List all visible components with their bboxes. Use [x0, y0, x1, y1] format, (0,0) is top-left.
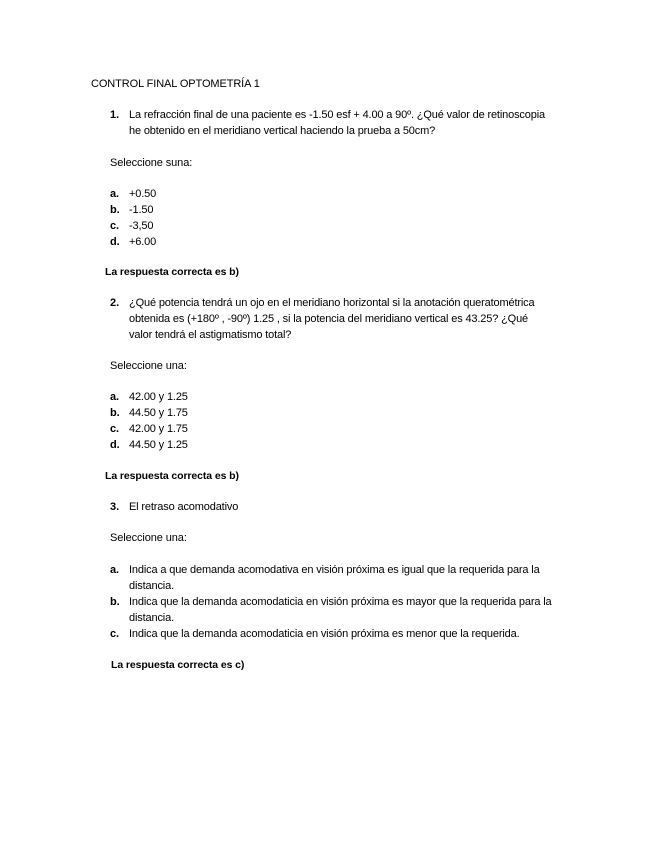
option-text: Indica que la demanda acomodaticia en visión próxima es mayor que la requerida para la distancia. — [129, 596, 552, 624]
option-c[interactable] — [110, 626, 570, 642]
option-text: 44.50 y 1.75 — [129, 407, 188, 419]
option-letter: c. — [110, 220, 119, 232]
question-1 — [110, 107, 580, 139]
option-c[interactable] — [110, 421, 580, 437]
options-list — [110, 389, 580, 453]
correct-answer: La respuesta correcta es b) — [105, 470, 239, 482]
option-a[interactable] — [110, 562, 570, 594]
option-b[interactable] — [110, 405, 580, 421]
option-letter: d. — [110, 236, 120, 248]
correct-answer: La respuesta correcta es b) — [105, 266, 239, 278]
option-text: Indica a que demanda acomodativa en visión próxima es igual que la requerida para la distancia. — [129, 564, 540, 592]
option-letter: b. — [110, 407, 120, 419]
question-3 — [110, 499, 580, 515]
option-letter: c. — [110, 628, 119, 640]
question-2 — [110, 295, 580, 343]
option-b[interactable] — [110, 202, 580, 218]
option-text: Indica que la demanda acomodaticia en visión próxima es menor que la requerida. — [129, 628, 520, 640]
question-number: 3. — [110, 501, 120, 513]
option-letter: a. — [110, 391, 119, 403]
option-d[interactable] — [110, 234, 580, 250]
question-text: El retraso acomodativo — [129, 501, 239, 513]
option-text: +6.00 — [129, 236, 157, 248]
option-b[interactable] — [110, 594, 570, 626]
select-prompt: Seleccione una: — [110, 532, 187, 544]
option-a[interactable] — [110, 389, 580, 405]
question-number: 1. — [110, 109, 120, 121]
option-text: -3,50 — [129, 220, 154, 232]
option-letter: b. — [110, 596, 120, 608]
option-text: 42.00 y 1.25 — [129, 391, 188, 403]
option-letter: a. — [110, 188, 119, 200]
option-d[interactable] — [110, 437, 580, 453]
option-text: 44.50 y 1.25 — [129, 439, 188, 451]
correct-answer: La respuesta correcta es c) — [111, 659, 245, 671]
option-c[interactable] — [110, 218, 580, 234]
options-list — [110, 186, 580, 250]
option-letter: c. — [110, 423, 119, 435]
option-a[interactable] — [110, 186, 580, 202]
question-text: La refracción final de una paciente es -1.50 esf + 4.00 a 90º. ¿Qué valor de retinoscopia he obtenido en el meridiano vertical haciendo la prueba a 50cm? — [129, 109, 545, 137]
option-letter: d. — [110, 439, 120, 451]
option-text: 42.00 y 1.75 — [129, 423, 188, 435]
select-prompt: Seleccione suna: — [110, 157, 193, 169]
option-letter: b. — [110, 204, 120, 216]
question-text: ¿Qué potencia tendrá un ojo en el meridiano horizontal si la anotación queratométrica obtenida es (+180º , -90º) 1.25 , si la potencia del meridiano vertical es 43.25? ¿Qué valor tendrá el astigmatismo total? — [129, 297, 535, 341]
select-prompt: Seleccione una: — [110, 360, 187, 372]
page-title: CONTROL FINAL OPTOMETRÍA 1 — [91, 78, 260, 90]
option-text: -1.50 — [129, 204, 154, 216]
question-number: 2. — [110, 297, 120, 309]
option-letter: a. — [110, 564, 119, 576]
option-text: +0.50 — [129, 188, 157, 200]
options-list — [110, 562, 570, 642]
